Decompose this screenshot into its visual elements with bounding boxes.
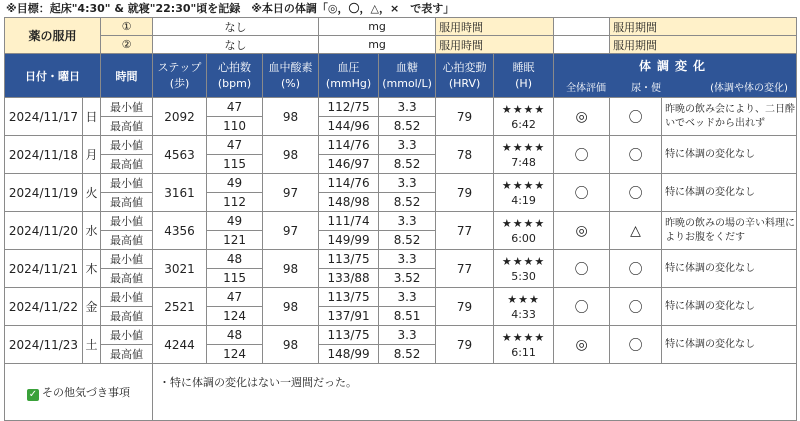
sleep-stars: ★★★★: [501, 216, 546, 230]
urine-stool-rating[interactable]: △: [610, 212, 662, 250]
max-label: 最高値: [101, 231, 153, 250]
med-time-label: 服用時間: [436, 18, 554, 36]
sleep-duration: 6:11: [511, 345, 536, 359]
sleep-stars: ★★★★: [501, 254, 546, 268]
spo2-cell[interactable]: 98: [263, 98, 319, 136]
spo2-cell[interactable]: 98: [263, 136, 319, 174]
med-unit[interactable]: mg: [319, 18, 436, 36]
heart-rate-min[interactable]: 47: [207, 98, 263, 117]
date-cell: 2024/11/18: [5, 136, 83, 174]
heart-rate-min[interactable]: 47: [207, 136, 263, 155]
bp-min[interactable]: 113/75: [319, 288, 379, 307]
date-cell: 2024/11/23: [5, 326, 83, 364]
glucose-max[interactable]: 8.52: [379, 155, 436, 174]
glucose-max[interactable]: 8.52: [379, 345, 436, 364]
bp-min[interactable]: 112/75: [319, 98, 379, 117]
med-period-label: 服用期間: [610, 36, 797, 54]
med-time-label: 服用時間: [436, 36, 554, 54]
table-row: [5, 288, 797, 307]
max-label: 最高値: [101, 269, 153, 288]
bp-max[interactable]: 146/97: [319, 155, 379, 174]
weekday-cell: 土: [83, 326, 101, 364]
steps-cell[interactable]: 4356: [153, 212, 207, 250]
sleep-duration: 4:33: [511, 307, 536, 321]
column-headers: [5, 54, 797, 98]
glucose-min[interactable]: 3.3: [379, 326, 436, 345]
bp-max[interactable]: 148/99: [319, 345, 379, 364]
medication-section: [5, 18, 797, 54]
med-name[interactable]: なし: [153, 36, 319, 54]
weekday-cell: 木: [83, 250, 101, 288]
header-hrv: 心拍変動 (HRV): [436, 54, 494, 98]
heart-rate-min[interactable]: 48: [207, 326, 263, 345]
date-cell: 2024/11/22: [5, 288, 83, 326]
spo2-cell[interactable]: 98: [263, 288, 319, 326]
header-blood-pressure: 血圧 (mmHg): [319, 54, 379, 98]
table-row: [5, 326, 797, 345]
steps-cell[interactable]: 3021: [153, 250, 207, 288]
health-log-table: [4, 17, 797, 421]
sleep-duration: 6:00: [511, 231, 536, 245]
urine-stool-rating[interactable]: 〇: [610, 326, 662, 364]
med-time-value[interactable]: [554, 36, 610, 54]
bp-min[interactable]: 114/76: [319, 174, 379, 193]
bp-max[interactable]: 133/88: [319, 269, 379, 288]
date-cell: 2024/11/21: [5, 250, 83, 288]
min-label: 最小値: [101, 212, 153, 231]
overall-rating[interactable]: 〇: [554, 288, 610, 326]
min-label: 最小値: [101, 174, 153, 193]
urine-stool-rating[interactable]: 〇: [610, 250, 662, 288]
overall-rating[interactable]: ◎: [554, 326, 610, 364]
med-name[interactable]: なし: [153, 18, 319, 36]
weekday-cell: 水: [83, 212, 101, 250]
header-condition: [554, 54, 797, 98]
sleep-duration: 4:19: [511, 193, 536, 207]
glucose-min[interactable]: 3.3: [379, 250, 436, 269]
condition-note[interactable]: 特に体調の変化なし: [662, 326, 797, 364]
sleep-stars: ★★★: [507, 292, 540, 306]
med-period-label: 服用期間: [610, 18, 797, 36]
spo2-cell[interactable]: 98: [263, 326, 319, 364]
memo-label: その他気づき事項: [42, 385, 130, 399]
sleep-duration: 5:30: [511, 269, 536, 283]
sleep-cell[interactable]: [494, 212, 554, 250]
condition-note[interactable]: 昨晩の飲みの場の辛い料理によりお腹をくだす: [662, 212, 797, 250]
urine-stool-rating[interactable]: 〇: [610, 98, 662, 136]
heart-rate-max[interactable]: 124: [207, 307, 263, 326]
bp-min[interactable]: 111/74: [319, 212, 379, 231]
sleep-cell[interactable]: [494, 326, 554, 364]
sleep-cell[interactable]: [494, 174, 554, 212]
spo2-cell[interactable]: 97: [263, 212, 319, 250]
header-time: 時間: [101, 54, 153, 98]
min-label: 最小値: [101, 136, 153, 155]
heart-rate-min[interactable]: 49: [207, 212, 263, 231]
condition-note[interactable]: 特に体調の変化なし: [662, 174, 797, 212]
heart-rate-min[interactable]: 49: [207, 174, 263, 193]
heart-rate-max[interactable]: 121: [207, 231, 263, 250]
glucose-max[interactable]: 8.51: [379, 307, 436, 326]
medication-label: 薬の服用: [5, 18, 101, 54]
overall-rating[interactable]: 〇: [554, 174, 610, 212]
glucose-min[interactable]: 3.3: [379, 288, 436, 307]
min-label: 最小値: [101, 250, 153, 269]
sleep-stars: ★★★★: [501, 140, 546, 154]
condition-note[interactable]: 特に体調の変化なし: [662, 136, 797, 174]
sleep-cell[interactable]: [494, 288, 554, 326]
table-row: [5, 136, 797, 155]
checkbox-icon: ✓: [28, 388, 38, 400]
header-sleep: 睡眠 (H): [494, 54, 554, 98]
header-glucose: 血糖 (mmol/L): [379, 54, 436, 98]
date-cell: 2024/11/17: [5, 98, 83, 136]
urine-stool-rating[interactable]: 〇: [610, 174, 662, 212]
glucose-max[interactable]: 8.52: [379, 193, 436, 212]
max-label: 最高値: [101, 155, 153, 174]
heart-rate-max[interactable]: 112: [207, 193, 263, 212]
max-label: 最高値: [101, 307, 153, 326]
hrv-cell[interactable]: 79: [436, 98, 494, 136]
sleep-cell[interactable]: [494, 250, 554, 288]
date-cell: 2024/11/19: [5, 174, 83, 212]
max-label: 最高値: [101, 345, 153, 364]
bp-max[interactable]: 137/91: [319, 307, 379, 326]
condition-note[interactable]: 昨晩の飲み会により、二日酔いでベッドから出れず: [662, 98, 797, 136]
min-label: 最小値: [101, 98, 153, 117]
glucose-min[interactable]: 3.3: [379, 212, 436, 231]
overall-rating[interactable]: ◎: [554, 212, 610, 250]
sleep-duration: 6:42: [511, 117, 536, 131]
sleep-stars: ★★★★: [501, 178, 546, 192]
memo-label-cell: [5, 364, 153, 421]
heart-rate-max[interactable]: 124: [207, 345, 263, 364]
table-row: [5, 212, 797, 231]
overall-rating[interactable]: 〇: [554, 136, 610, 174]
heart-rate-min[interactable]: 47: [207, 288, 263, 307]
memo-text[interactable]: ・特に体調の変化はない一週間だった。: [153, 364, 797, 421]
urine-stool-rating[interactable]: 〇: [610, 288, 662, 326]
urine-stool-rating[interactable]: 〇: [610, 136, 662, 174]
sleep-stars: ★★★★: [501, 102, 546, 116]
table-row: [5, 250, 797, 269]
hrv-cell[interactable]: 78: [436, 136, 494, 174]
heart-rate-min[interactable]: 48: [207, 250, 263, 269]
overall-rating[interactable]: ◎: [554, 98, 610, 136]
condition-note[interactable]: 特に体調の変化なし: [662, 288, 797, 326]
weekday-cell: 日: [83, 98, 101, 136]
min-label: 最小値: [101, 326, 153, 345]
weekday-cell: 金: [83, 288, 101, 326]
min-label: 最小値: [101, 288, 153, 307]
hrv-cell[interactable]: 79: [436, 288, 494, 326]
glucose-min[interactable]: 3.3: [379, 136, 436, 155]
steps-cell[interactable]: 3161: [153, 174, 207, 212]
bp-max[interactable]: 144/96: [319, 117, 379, 136]
steps-cell[interactable]: 4563: [153, 136, 207, 174]
header-overall: 全体評価: [566, 83, 607, 94]
glucose-max[interactable]: 8.52: [379, 231, 436, 250]
header-steps: ステップ (歩): [153, 54, 207, 98]
condition-title: 体調変化: [639, 59, 712, 73]
sleep-stars: ★★★★: [501, 330, 546, 344]
med-time-value[interactable]: [554, 18, 610, 36]
med-number: ①: [101, 18, 153, 36]
weekday-cell: 月: [83, 136, 101, 174]
spo2-cell[interactable]: 97: [263, 174, 319, 212]
glucose-min[interactable]: 3.3: [379, 98, 436, 117]
hrv-cell[interactable]: 77: [436, 250, 494, 288]
header-change: (体調や体の変化): [710, 83, 788, 94]
goal-note: ※目標：起床"4:30" & 就寝"22:30"頃を記録 ※本日の体調「◎，〇，△，× で表す」: [6, 2, 455, 15]
header-heart-rate: 心拍数 (bpm): [207, 54, 263, 98]
sleep-cell[interactable]: [494, 136, 554, 174]
glucose-max[interactable]: 3.52: [379, 269, 436, 288]
glucose-max[interactable]: 8.52: [379, 117, 436, 136]
bp-min[interactable]: 114/76: [319, 136, 379, 155]
hrv-cell[interactable]: 79: [436, 326, 494, 364]
sleep-cell[interactable]: [494, 98, 554, 136]
bp-min[interactable]: 113/75: [319, 326, 379, 345]
header-urine: 尿・便: [631, 83, 662, 94]
bp-max[interactable]: 149/99: [319, 231, 379, 250]
heart-rate-max[interactable]: 115: [207, 269, 263, 288]
steps-cell[interactable]: 2521: [153, 288, 207, 326]
spo2-cell[interactable]: 98: [263, 250, 319, 288]
bp-max[interactable]: 148/98: [319, 193, 379, 212]
heart-rate-max[interactable]: 110: [207, 117, 263, 136]
steps-cell[interactable]: 2092: [153, 98, 207, 136]
overall-rating[interactable]: 〇: [554, 250, 610, 288]
max-label: 最高値: [101, 117, 153, 136]
daily-records: [5, 98, 797, 364]
memo-section: [5, 364, 797, 421]
weekday-cell: 火: [83, 174, 101, 212]
date-cell: 2024/11/20: [5, 212, 83, 250]
heart-rate-max[interactable]: 115: [207, 155, 263, 174]
table-row: [5, 174, 797, 193]
hrv-cell[interactable]: 79: [436, 174, 494, 212]
header-date: 日付・曜日: [5, 54, 101, 98]
hrv-cell[interactable]: 77: [436, 212, 494, 250]
max-label: 最高値: [101, 193, 153, 212]
steps-cell[interactable]: 4244: [153, 326, 207, 364]
med-unit[interactable]: mg: [319, 36, 436, 54]
table-row: [5, 98, 797, 117]
sleep-duration: 7:48: [511, 155, 536, 169]
condition-note[interactable]: 特に体調の変化なし: [662, 250, 797, 288]
bp-min[interactable]: 113/75: [319, 250, 379, 269]
med-number: ②: [101, 36, 153, 54]
header-spo2: 血中酸素 (%): [263, 54, 319, 98]
glucose-min[interactable]: 3.3: [379, 174, 436, 193]
